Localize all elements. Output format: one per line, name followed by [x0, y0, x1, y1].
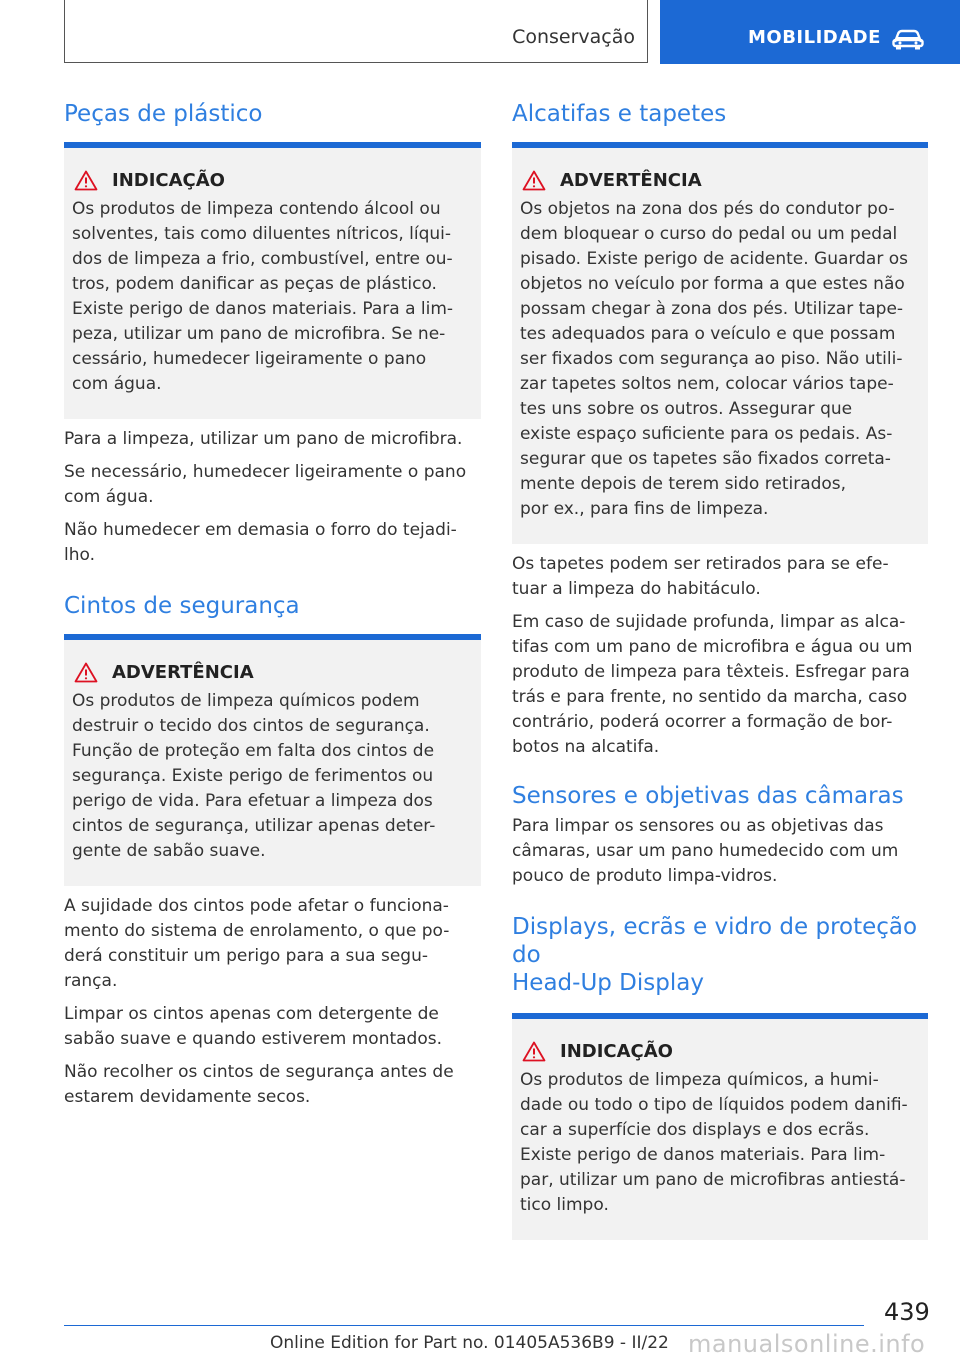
note-line: tes uns sobre os outros. Assegurar que: [520, 399, 853, 419]
note-line: com água.: [72, 374, 162, 394]
text-line: Não recolher os cintos de segurança antes de: [64, 1062, 454, 1082]
note-text: [520, 197, 920, 522]
note-line: Função de proteção em falta dos cintos de: [72, 741, 435, 761]
note-line: Os produtos de limpeza químicos, a humi-: [520, 1070, 879, 1090]
page-number: 439: [884, 1298, 930, 1326]
text-line: tuar a limpeza do habitáculo.: [512, 579, 761, 599]
note-line: par, utilizar um pano de microfibras antiestá-: [520, 1170, 906, 1190]
text-line: Em caso de sujidade profunda, limpar as alca-: [512, 612, 906, 632]
text-line: câmaras, usar um pano humedecido com um: [512, 841, 899, 861]
text-line: trás e para frente, no sentido da marcha, caso: [512, 687, 908, 707]
note-line: Os produtos de limpeza químicos podem: [72, 691, 420, 711]
note-title-text: INDICAÇÃO: [560, 1041, 673, 1062]
note-line: segurar que os tapetes são fixados correta-: [520, 449, 891, 469]
text-line: derá constituir um perigo para a sua segu-: [64, 946, 428, 966]
header-chapter-label: MOBILIDADE: [748, 27, 881, 48]
note-box-seatbelts: [64, 640, 481, 886]
note-title: [72, 170, 473, 191]
note-line: dos de limpeza a frio, combustível, entre ou-: [72, 249, 453, 269]
note-line: segurança. Existe perigo de ferimentos ou: [72, 766, 434, 786]
header-section-box: [64, 0, 648, 63]
section-title-plastic: Peças de plástico: [64, 101, 263, 127]
header-section-title: Conservação: [512, 26, 635, 48]
warning-triangle-icon: [74, 662, 98, 683]
text-line: A sujidade dos cintos pode afetar o funciona-: [64, 896, 449, 916]
note-title-text: ADVERTÊNCIA: [560, 170, 702, 191]
note-line: tes adequados para o veículo e que possam: [520, 324, 896, 344]
note-line: dem bloquear o curso do pedal ou um pedal: [520, 224, 898, 244]
text-line: com água.: [64, 487, 154, 507]
paragraph: [64, 1060, 481, 1110]
note-line: tros, podem danificar as peças de plástico.: [72, 274, 437, 294]
note-line: car a superfície dos displays e dos ecrãs.: [520, 1120, 870, 1140]
paragraph: Para a limpeza, utilizar um pano de microfibra.: [64, 429, 463, 449]
note-line: cintos de segurança, utilizar apenas deter-: [72, 816, 436, 836]
note-text: [72, 197, 473, 397]
note-box-plastic: [64, 148, 481, 419]
text-line: Se necessário, humedecer ligeiramente o pano: [64, 462, 467, 482]
left-column: [64, 100, 481, 1110]
footer-divider: [64, 1325, 864, 1326]
text-line: Limpar os cintos apenas com detergente de: [64, 1004, 439, 1024]
text-line: sabão suave e quando estiverem montados.: [64, 1029, 443, 1049]
note-title: [520, 1041, 920, 1062]
header-chapter-tab: [660, 0, 960, 64]
text-line: tifas com um pano de microfibra e água ou um: [512, 637, 913, 657]
note-box-displays: [512, 1019, 928, 1240]
note-line: objetos no veículo por forma a que estes não: [520, 274, 905, 294]
note-title-text: ADVERTÊNCIA: [112, 662, 254, 683]
title-line: Displays, ecrãs e vidro de proteção do: [512, 914, 918, 968]
warning-triangle-icon: [74, 170, 98, 191]
paragraph: [512, 814, 928, 889]
text-line: contrário, poderá ocorrer a formação de bor-: [512, 712, 893, 732]
note-line: pisado. Existe perigo de acidente. Guardar os: [520, 249, 908, 269]
section-title-carpets: Alcatifas e tapetes: [512, 101, 727, 127]
note-line: mente depois de terem sido retirados,: [520, 474, 847, 494]
text-line: mento do sistema de enrolamento, o que po-: [64, 921, 450, 941]
text-line: Os tapetes podem ser retirados para se efe-: [512, 554, 889, 574]
paragraph: [64, 518, 481, 568]
title-line: Head-Up Display: [512, 970, 704, 996]
watermark: manualsonline.info: [688, 1330, 926, 1358]
note-line: gente de sabão suave.: [72, 841, 266, 861]
paragraph: [64, 1002, 481, 1052]
text-line: Para limpar os sensores ou as objetivas das: [512, 816, 884, 836]
note-line: por ex., para fins de limpeza.: [520, 499, 769, 519]
car-icon: [892, 28, 924, 50]
note-line: solventes, tais como diluentes nítricos, líqui-: [72, 224, 452, 244]
note-title: [520, 170, 920, 191]
note-line: perigo de vida. Para efetuar a limpeza dos: [72, 791, 433, 811]
warning-triangle-icon: [522, 170, 546, 191]
note-line: cessário, humedecer ligeiramente o pano: [72, 349, 427, 369]
footer-edition: Online Edition for Part no. 01405A536B9 - II/22: [270, 1333, 669, 1353]
note-title-text: INDICAÇÃO: [112, 170, 225, 191]
section-title-sensors: Sensores e objetivas das câmaras: [512, 783, 904, 809]
warning-triangle-icon: [522, 1041, 546, 1062]
section-title-displays: [512, 913, 928, 997]
text-line: pouco de produto limpa-vidros.: [512, 866, 778, 886]
note-line: existe espaço suficiente para os pedais. As-: [520, 424, 893, 444]
paragraph: [512, 610, 928, 760]
text-line: botos na alcatifa.: [512, 737, 660, 757]
text-line: produto de limpeza para têxteis. Esfregar para: [512, 662, 910, 682]
note-title: [72, 662, 473, 683]
text-line: Não humedecer em demasia o forro do tejadi-: [64, 520, 457, 540]
note-line: peza, utilizar um pano de microfibra. Se ne-: [72, 324, 446, 344]
note-line: possam chegar à zona dos pés. Utilizar tape-: [520, 299, 904, 319]
note-line: Existe perigo de danos materiais. Para lim-: [520, 1145, 886, 1165]
note-box-carpets: [512, 148, 928, 544]
note-text: [72, 689, 473, 864]
right-column: [512, 100, 928, 1240]
note-line: ser fixados com segurança ao piso. Não utili-: [520, 349, 903, 369]
note-line: Existe perigo de danos materiais. Para a lim-: [72, 299, 454, 319]
section-title-seatbelts: Cintos de segurança: [64, 593, 300, 619]
note-line: tico limpo.: [520, 1195, 609, 1215]
paragraph: [512, 552, 928, 602]
note-line: Os produtos de limpeza contendo álcool ou: [72, 199, 441, 219]
text-line: estarem devidamente secos.: [64, 1087, 311, 1107]
note-line: dade ou todo o tipo de líquidos podem danifi-: [520, 1095, 908, 1115]
paragraph: [64, 894, 481, 994]
text-line: lho.: [64, 545, 96, 565]
paragraph: [64, 460, 481, 510]
note-line: destruir o tecido dos cintos de segurança.: [72, 716, 430, 736]
text-line: rança.: [64, 971, 118, 991]
note-text: [520, 1068, 920, 1218]
note-line: zar tapetes soltos nem, colocar vários tape-: [520, 374, 894, 394]
note-line: Os objetos na zona dos pés do condutor po-: [520, 199, 895, 219]
